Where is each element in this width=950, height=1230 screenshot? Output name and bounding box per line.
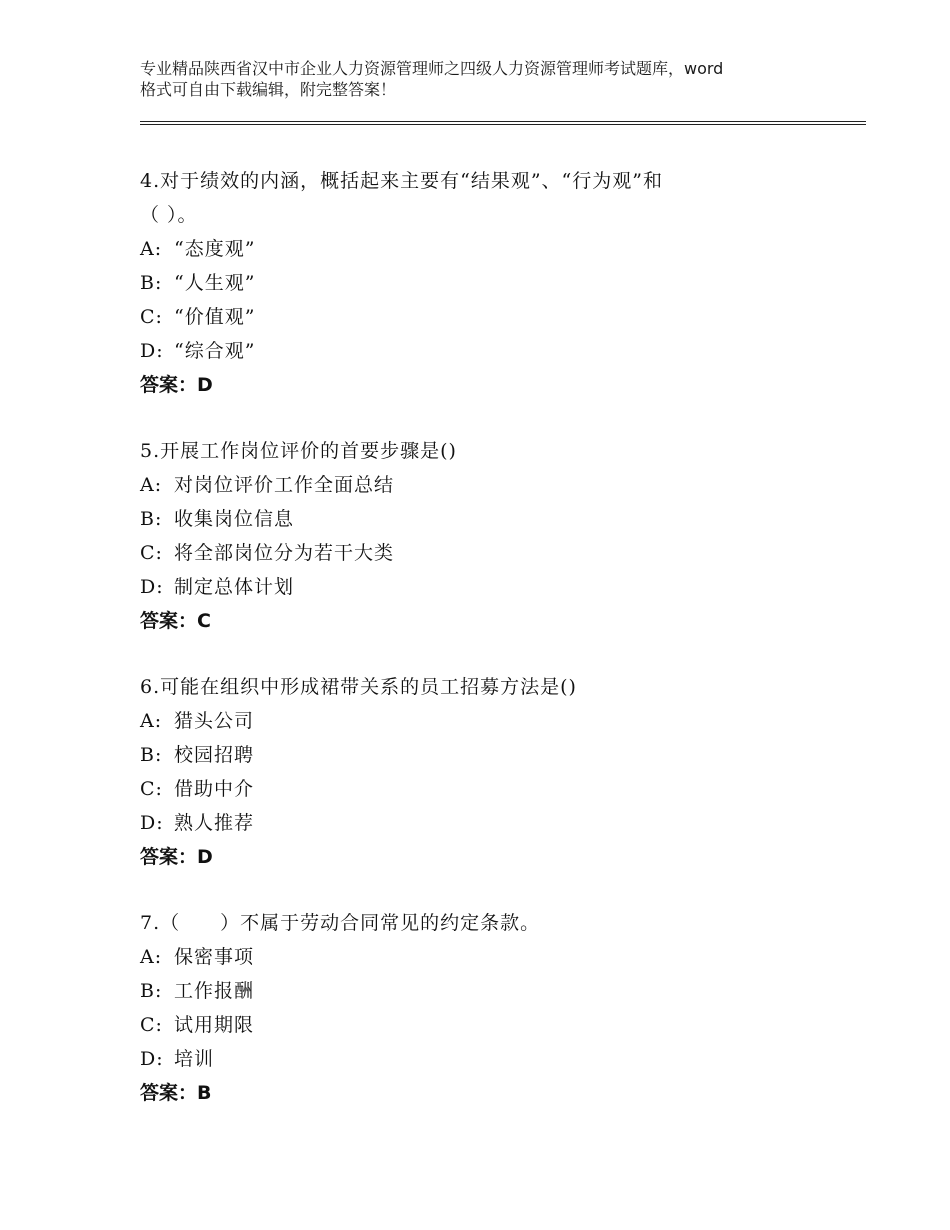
option-d	[140, 806, 866, 840]
option-b	[140, 738, 866, 772]
option-text: 猎头公司	[174, 710, 255, 732]
question-stem: 6.可能在组织中形成裙带关系的员工招募方法是()	[140, 676, 577, 698]
option-letter: A:	[140, 474, 163, 496]
question-4	[140, 164, 866, 402]
option-c	[140, 536, 866, 570]
option-letter: A:	[140, 710, 163, 732]
question-5	[140, 434, 866, 638]
option-d	[140, 1042, 866, 1076]
option-letter: C:	[140, 778, 163, 800]
header-title-line-2: 格式可自由下载编辑，附完整答案！	[140, 80, 397, 99]
option-d	[140, 570, 866, 604]
document-header	[140, 58, 840, 100]
option-a	[140, 468, 866, 502]
option-text: 试用期限	[174, 1014, 255, 1036]
option-text: “人生观”	[174, 272, 256, 294]
question-stem: 5.开展工作岗位评价的首要步骤是()	[140, 440, 457, 462]
option-text: 借助中介	[174, 778, 255, 800]
option-text: “综合观”	[174, 340, 256, 362]
option-letter: A:	[140, 946, 163, 968]
option-letter: D:	[140, 1048, 164, 1070]
option-letter: D:	[140, 576, 164, 598]
option-a	[140, 232, 866, 266]
option-text: 熟人推荐	[174, 812, 255, 834]
question-stem-line: （ ）。	[140, 204, 198, 226]
question-6	[140, 670, 866, 874]
option-c	[140, 1008, 866, 1042]
option-text: “态度观”	[174, 238, 256, 260]
option-b	[140, 974, 866, 1008]
option-d	[140, 334, 866, 368]
question-stem: 7.（ ）不属于劳动合同常见的约定条款。	[140, 912, 541, 934]
question-stem-line: 4.对于绩效的内涵，概括起来主要有“结果观”、“行为观”和	[140, 170, 663, 192]
option-letter: D:	[140, 340, 164, 362]
option-b	[140, 502, 866, 536]
question-list	[140, 164, 866, 1142]
option-letter: B:	[140, 508, 163, 530]
question-stem	[140, 164, 866, 232]
option-c	[140, 300, 866, 334]
option-a	[140, 704, 866, 738]
option-letter: B:	[140, 980, 163, 1002]
option-text: 保密事项	[174, 946, 255, 968]
option-letter: C:	[140, 306, 163, 328]
option-letter: A:	[140, 238, 163, 260]
option-text: 培训	[174, 1048, 215, 1070]
option-c	[140, 772, 866, 806]
header-divider	[140, 121, 866, 125]
option-text: “价值观”	[174, 306, 256, 328]
option-letter: C:	[140, 542, 163, 564]
answer-label: 答案：D	[140, 846, 213, 868]
option-a	[140, 940, 866, 974]
answer-label: 答案：D	[140, 374, 213, 396]
option-letter: C:	[140, 1014, 163, 1036]
answer-label: 答案：C	[140, 610, 211, 632]
question-7	[140, 906, 866, 1110]
option-letter: D:	[140, 812, 164, 834]
option-text: 工作报酬	[174, 980, 255, 1002]
option-letter: B:	[140, 272, 163, 294]
option-text: 对岗位评价工作全面总结	[174, 474, 395, 496]
option-text: 将全部岗位分为若干大类	[174, 542, 395, 564]
option-text: 校园招聘	[174, 744, 255, 766]
option-b	[140, 266, 866, 300]
option-letter: B:	[140, 744, 163, 766]
header-title-line-1: 专业精品陕西省汉中市企业人力资源管理师之四级人力资源管理师考试题库，word	[140, 59, 724, 78]
option-text: 收集岗位信息	[174, 508, 295, 530]
option-text: 制定总体计划	[174, 576, 295, 598]
answer-label: 答案：B	[140, 1082, 212, 1104]
